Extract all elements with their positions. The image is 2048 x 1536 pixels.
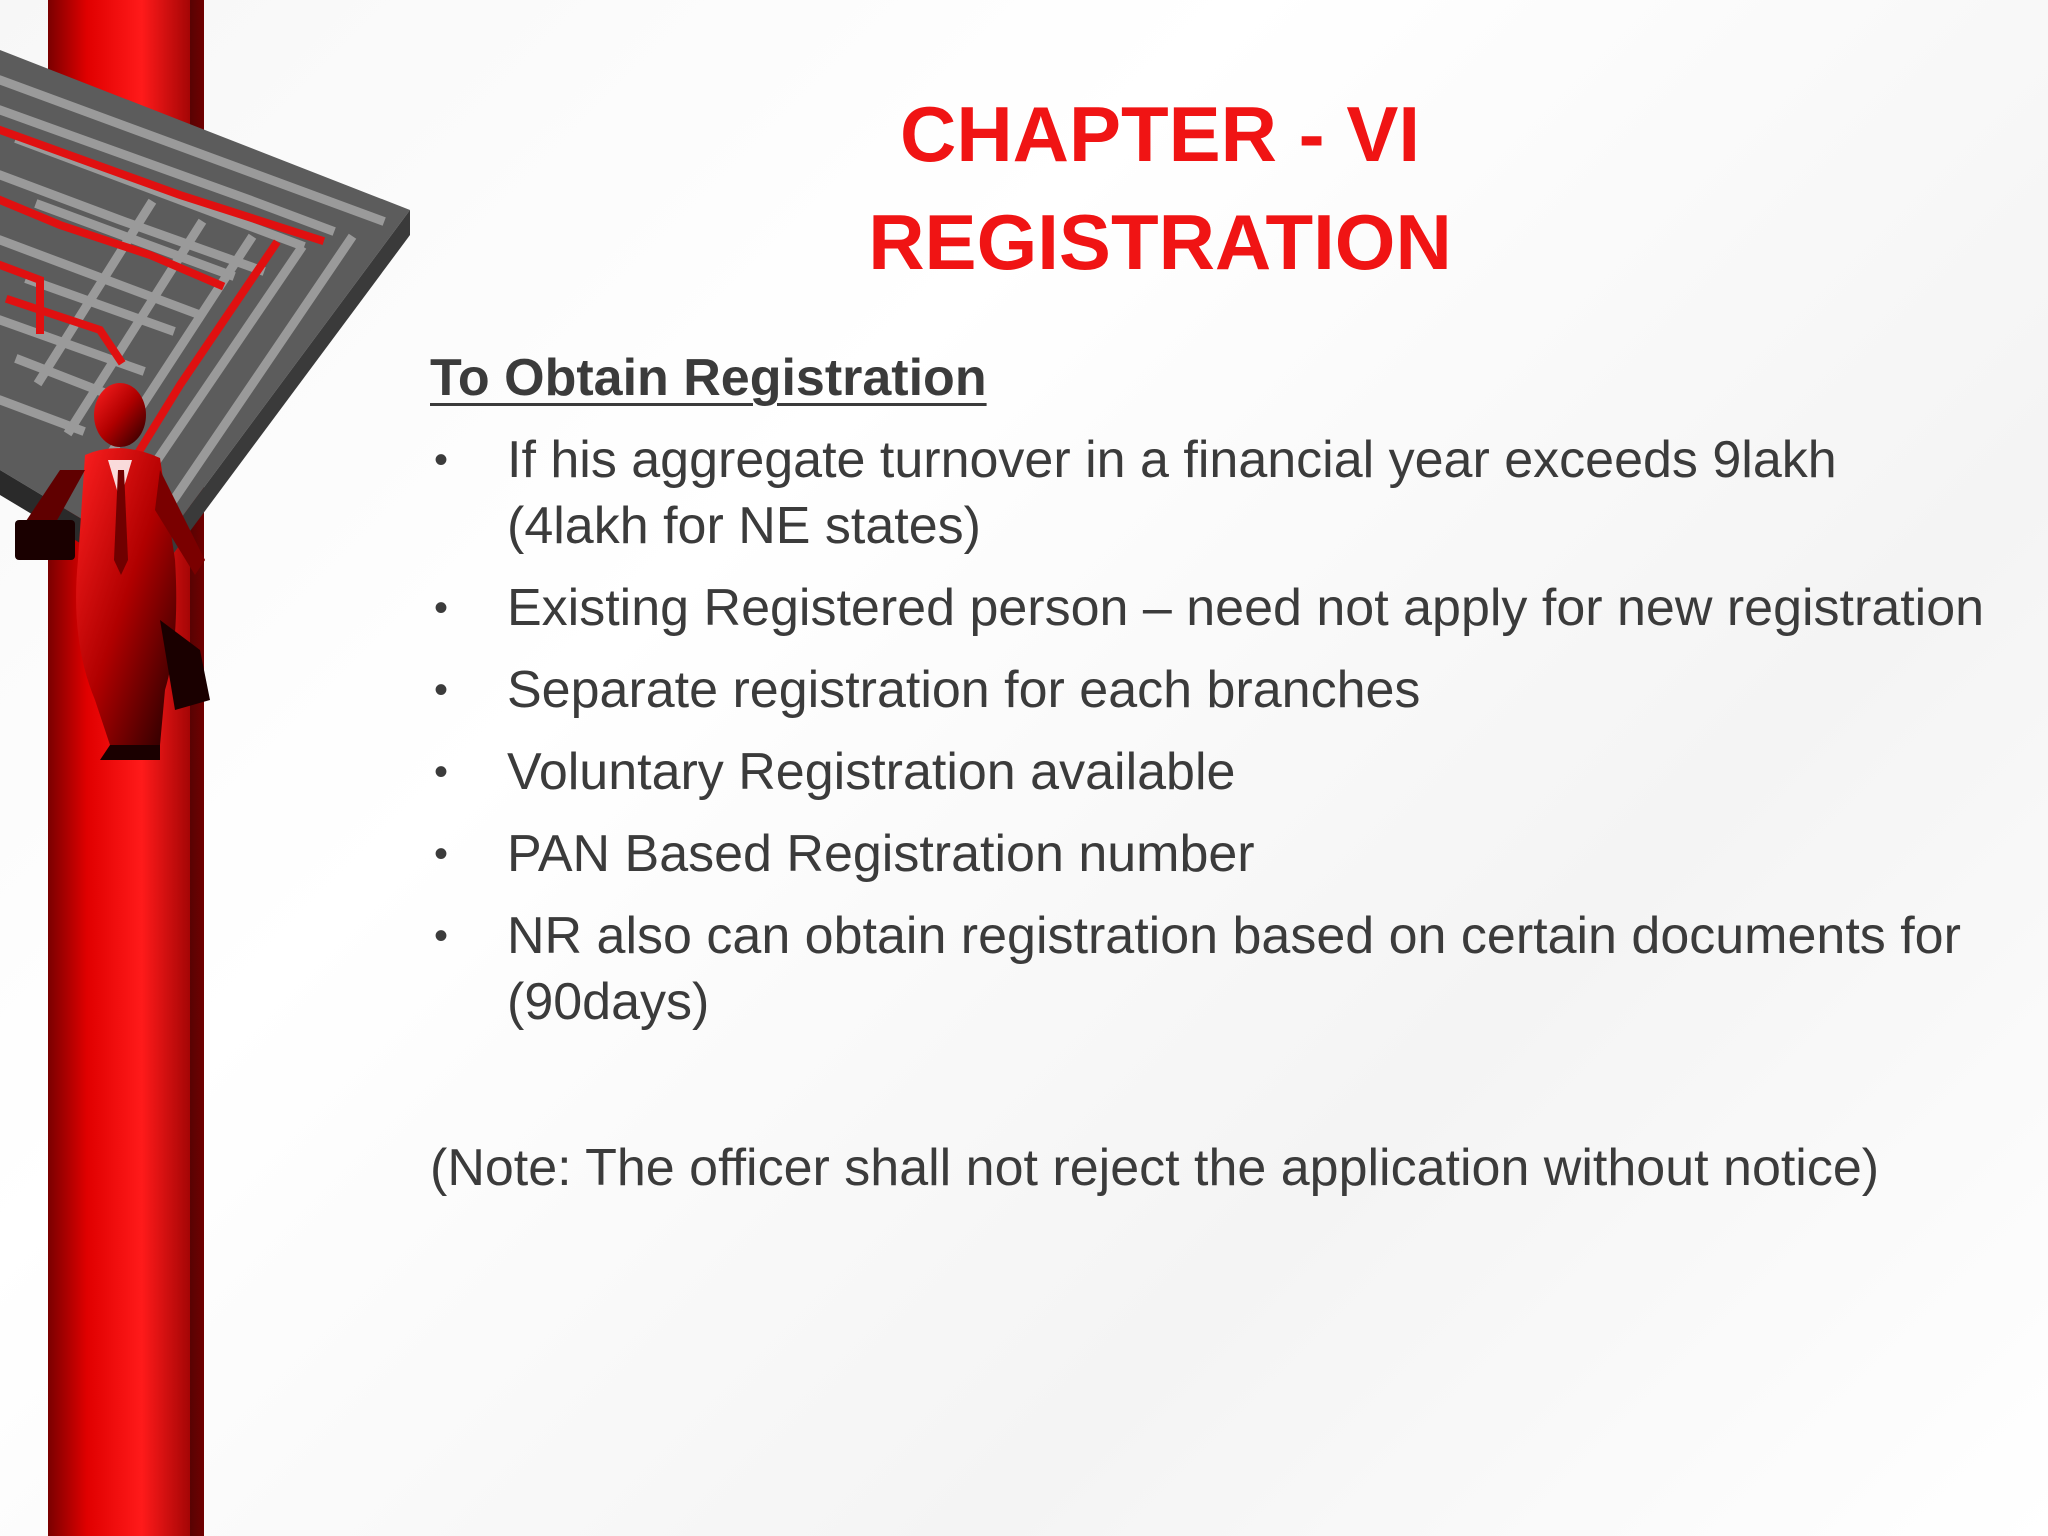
bullet-item bbox=[430, 739, 1990, 805]
bullet-text: Existing Registered person – need not apply for new registration bbox=[507, 579, 1985, 637]
bullet-text: Separate registration for each branches bbox=[507, 661, 1421, 719]
bullet-item bbox=[430, 575, 1990, 641]
bullet-list bbox=[430, 427, 1990, 1035]
bullet-text: NR also can obtain registration based on certain documents for (90days) bbox=[507, 907, 1961, 1031]
bullet-icon: • bbox=[434, 750, 449, 794]
section-heading: To Obtain Registration bbox=[430, 349, 987, 407]
note-text: (Note: The officer shall not reject the application without notice) bbox=[430, 1139, 1880, 1197]
slide-body bbox=[430, 345, 1990, 1201]
bullet-icon: • bbox=[434, 668, 449, 712]
maze-illustration bbox=[0, 0, 420, 1536]
title-registration: REGISTRATION bbox=[868, 198, 1452, 286]
slide-title bbox=[700, 80, 1620, 296]
bullet-item bbox=[430, 903, 1990, 1035]
title-chapter: CHAPTER - VI bbox=[899, 90, 1421, 178]
bullet-icon: • bbox=[434, 438, 449, 482]
bullet-item bbox=[430, 821, 1990, 887]
bullet-item bbox=[430, 657, 1990, 723]
bullet-item bbox=[430, 427, 1990, 559]
bullet-icon: • bbox=[434, 586, 449, 630]
bullet-text: PAN Based Registration number bbox=[507, 825, 1255, 883]
bullet-icon: • bbox=[434, 914, 449, 958]
bullet-text: If his aggregate turnover in a financial year exceeds 9lakh (4lakh for NE states) bbox=[507, 431, 1837, 555]
bullet-icon: • bbox=[434, 832, 449, 876]
bullet-text: Voluntary Registration available bbox=[507, 743, 1236, 801]
